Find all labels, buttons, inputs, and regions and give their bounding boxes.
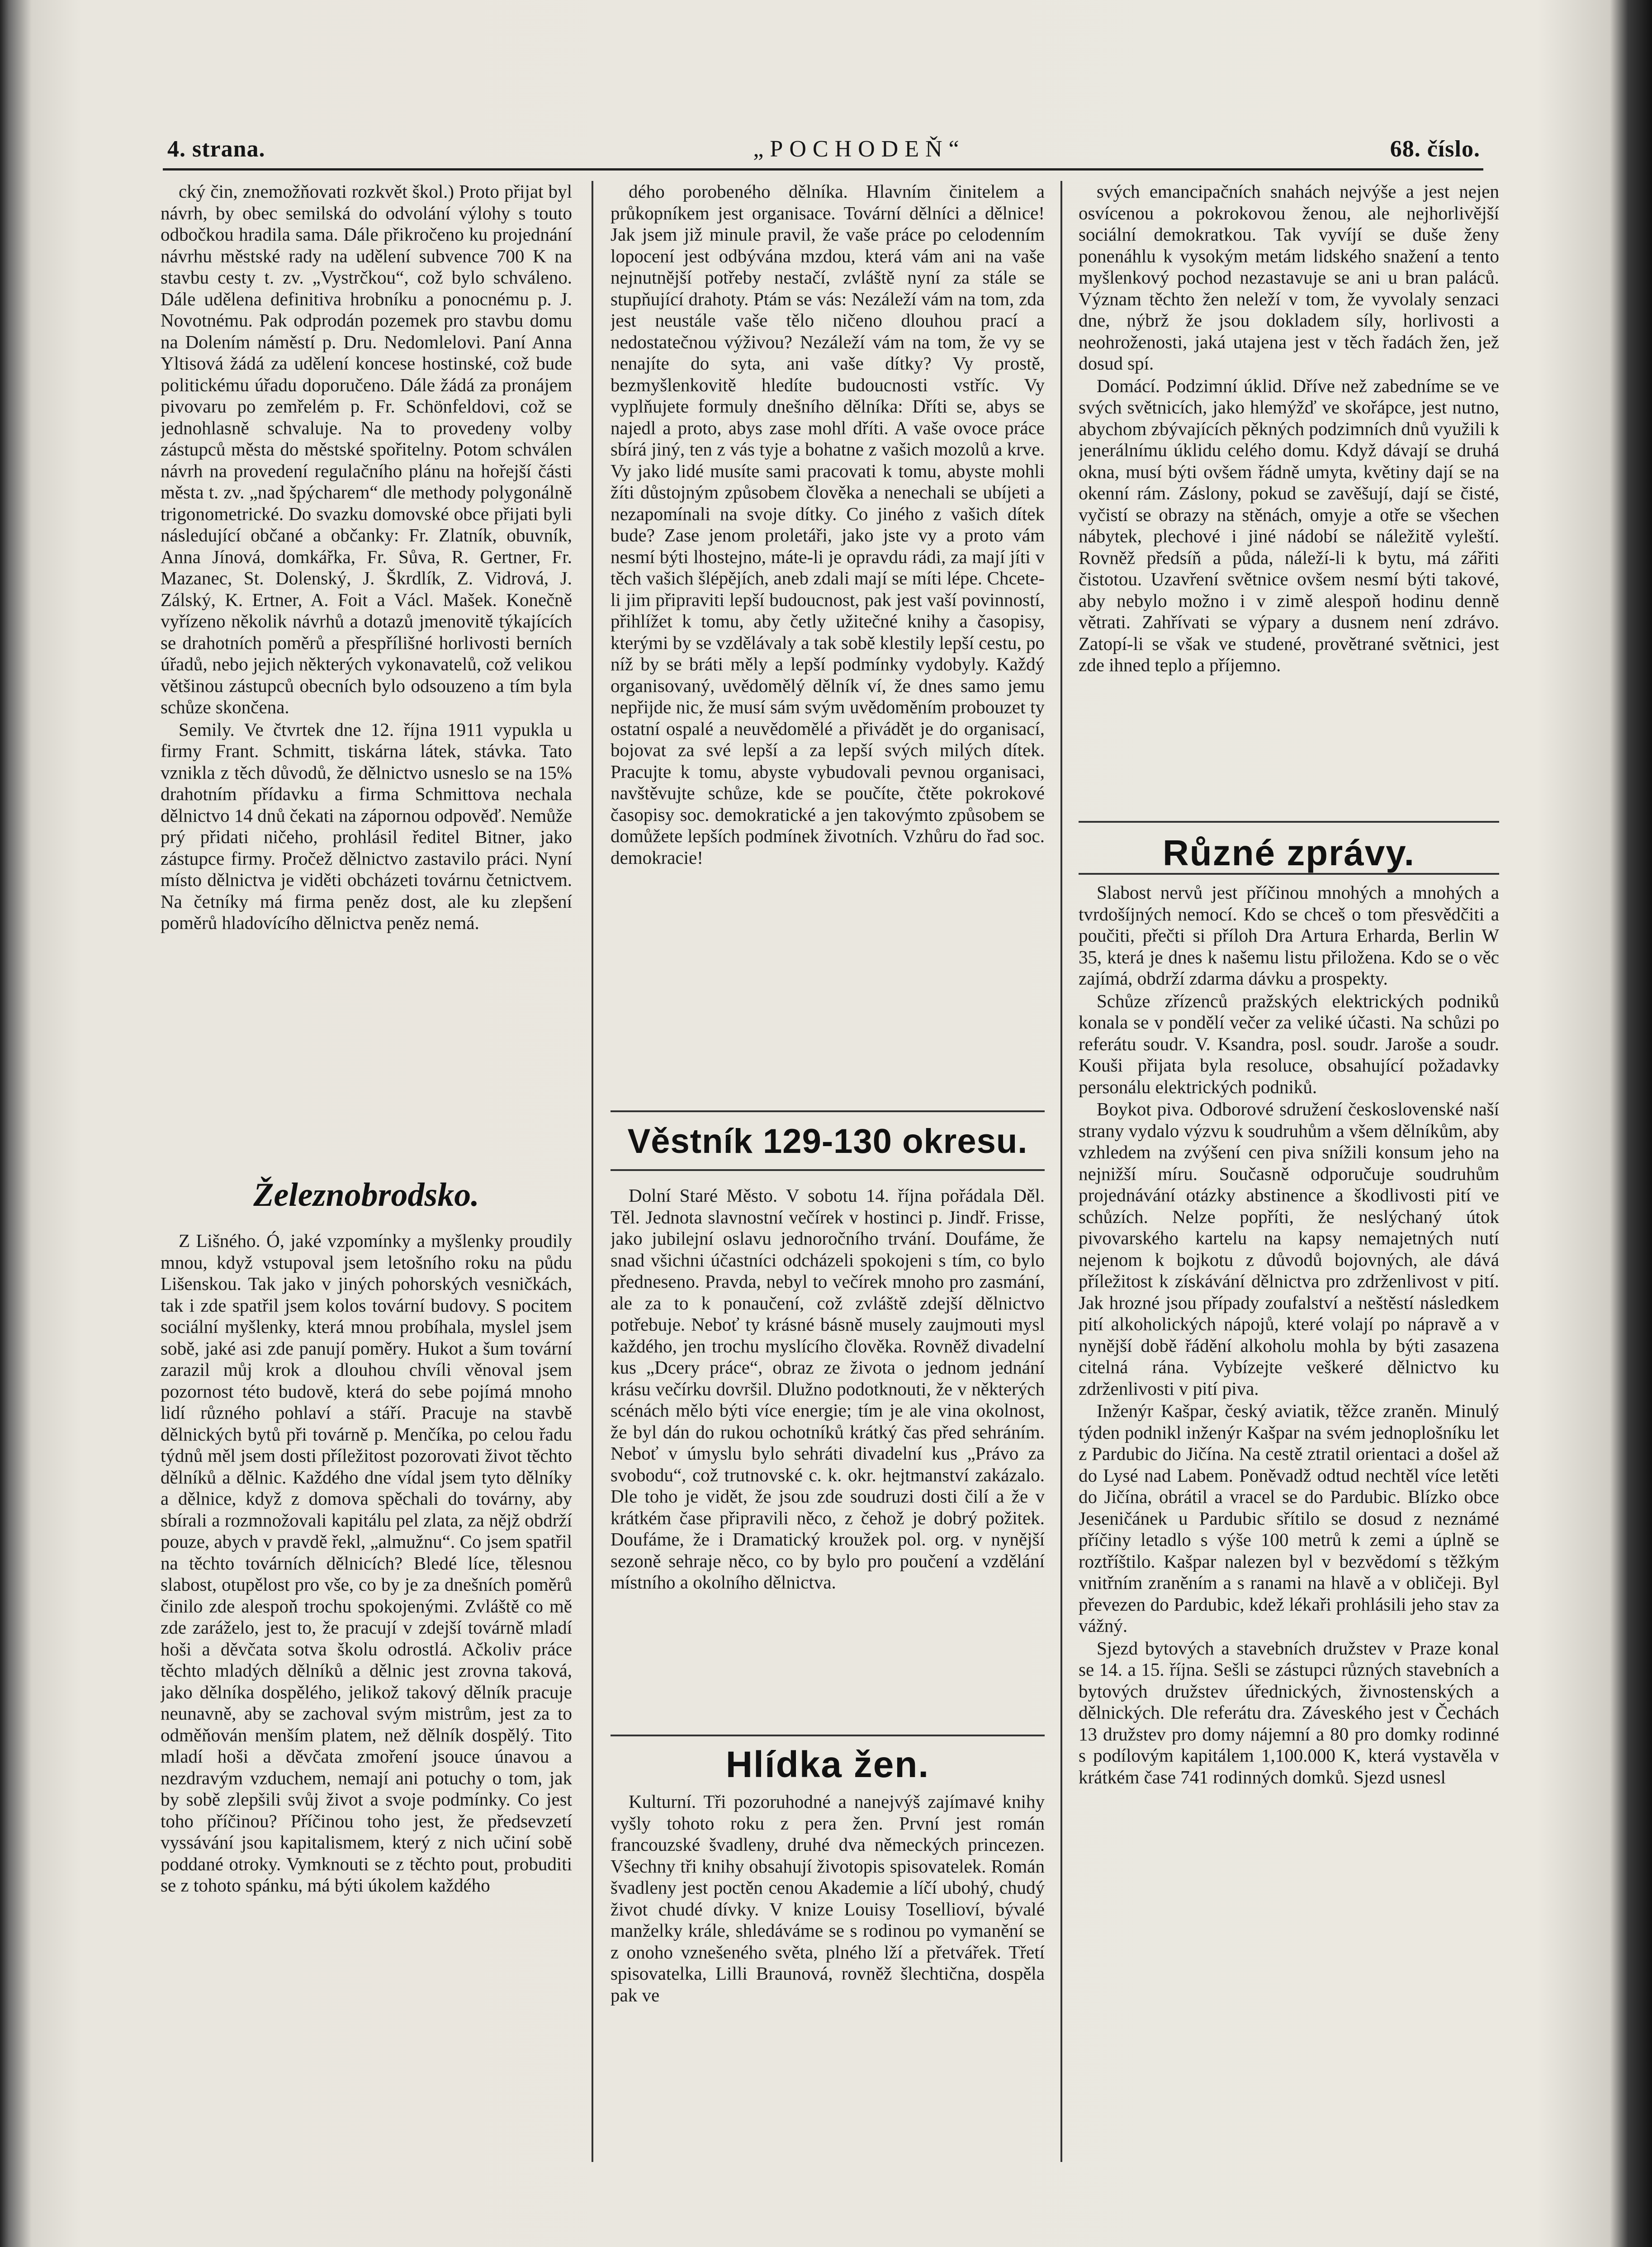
- article-lisny: [161, 1230, 572, 2162]
- article-domaci: Domácí. Podzimní úklid. Dříve než zabedníme se ve svých světnicích, jako hlemýžď ve skořápce, jest nutno, abychom zbývajících pěkných podzimních dnů využili k jenerálnímu úklidu celého domu. Když dávají se druhá okna, musí býti ovšem řádně umyta, květiny dají se na okenní rám. Záslony, pokud se zavěšují, dají se čisté, vyčistí se obrazy na stěnách, omyje a otře se všechen nábytek, plechové i jiné nádobí se náležitě vyleští. Rovněž předsíň a půda, náleží-li k bytu, má zářiti čistotou. Uzavření světnice ovšem nesmí býti takové, aby nebylo možno i v zimě alespoň hodinu denně větrati. Zahřívati se výpary a dusnem není zdrávo. Zatopí-li se však ve studené, provětrané světnici, jest zde ihned teplo a příjemno.: [1079, 375, 1499, 675]
- article-paragraph: Kulturní. Tři pozoruhodné a nanejvýš zajímavé knihy vyšly tohoto roku z pera žen. První jest román francouzské švadleny, druhé dva německých princezen. Všechny tři knihy obsahují životopis spisovatelek. Román švadleny jest poctěn cenou Akademie a líčí ubohý, chudý život chudé dívky. V knize Louisy Tosellioví, bývalé manželky krále, shledáváme se s rodinou po vymanění se z onoho vznešeného světa, plného lží a přetvářek. Třetí spisovatelka, Lilli Braunová, rovněž šlechtična, dospěla pak ve: [611, 1791, 1045, 2005]
- article-paragraph: cký čin, znemožňovati rozkvět škol.) Proto přijat byl návrh, by obec semilská do odvolání výlohy s touto odbočkou hradila sama. Dále přikročeno ku projednání návrhu městské rady na udělení subvence 700 K na stavbu cesty t. zv. „Vystrčkou“, což bylo schváleno. Dále udělena definitiva hrobníku a ponocnému p. J. Novotnému. Pak odprodán pozemek pro stavbu domu na Dolením náměstí p. Dru. Nedomlelovi. Paní Anna Yltisová žádá za udělení koncese hostinské, což bude politickému úřadu doporučeno. Dále žádá za pronájem pivovaru po zemřelém p. Fr. Schönfeldovi, což se jednohlasně schvaluje. Na to provedeny volby zástupců města do městské spořitelny. Potom schválen návrh na provedení regulačního plánu na hořejší části města t. zv. „nad špýcharem“ dle methody polygonálně trigonometrické. Do svazku domovské obce přijati byli následující občané a občanky: Fr. Zlatník, obuvník, Anna Jínová, domkářka, Fr. Sůva, R. Gertner, Fr. Mazanec, St. Dolenský, J. Škrdlík, Z. Vidrová, J. Zálský, K. Ertner, A. Foit a Václ. Mašek. Konečně vyřízeno několik návrhů a dotazů jmenovitě týkajících se drahotních poměrů a přespřílišné horlivosti berních úřadů, nebo jejich některých vykonavatelů, což velikou většinou zástupců obecních bylo odsouzeno a tím byla schůze skončena.: [161, 181, 572, 717]
- section-heading-ruzne-zpravy: Různé zprávy.: [1163, 833, 1415, 873]
- news-item-boykot: Boykot piva. Odborové sdružení československé naší strany vydalo výzvu k soudruhům a všem dělníkům, aby vzhledem na zvýšení cen piva snížili konsum jeho na nejnižší míru. Současně odporučuje soudruhům projednávání otázky abstinence a škodlivosti pití ve schůzích. Nelze popříti, že neslýchaný útok pivovarského kartelu na kapsy nemajetných nutí nejenom k bojkotu z důvodů bojovných, ale dává příležitost k získávání dělnictva pro zdrženlivost v pití. Jak hrozné jsou případy zoufalství a neštěstí následkem pití alkoholických nápojů, které volají po nápravě a v nynější době řádění alkoholu mohla by býti zasazena citelná rána. Vybízejte veškeré dělnictvo ku zdrženlivosti v pití piva.: [1079, 1099, 1499, 1399]
- page-number: 4. strana.: [167, 136, 265, 162]
- article-column-3: [1079, 181, 1499, 855]
- article-paragraph: dého porobeného dělníka. Hlavním činitelem a průkopníkem jest organisace. Tovární dělníci a dělnice! Jak jsem již minule pravil, že vaše práce po celodenním lopocení jest odbývána mzdou, která vám ani na vaše nejnutnější potřeby nestačí, zvláště nyní za stále se stupňující drahoty. Ptám se vás: Nezáleží vám na tom, zda jest neustále vaše tělo ničeno dlouhou prací a nedostatečnou výživou? Nezáleží vám na tom, že vy se nenajíte do syta, ani vaše dítky? Vy prostě, bezmyšlenkovitě hledíte budoucnosti vstříc. Vy vyplňujete formuly dnešního dělníka: Dříti se, abys se najedl a proto, abys zase mohl dříti. A vaše ovoce práce sbírá jiný, ten z vás tyje a bohatne z vašich mozolů a krve. Vy jako lidé musíte sami pracovati k tomu, abyste mohli žíti důstojným způsobem člověka a nenechali se ubíjeti a nezapomínali na svoje dítky. Co jiného z vašich dítek bude? Zase jenom proletáři, jako jste vy a proto vám nesmí býti lhostejno, máte-li je opravdu rádi, za mají jíti v těch vašich šlépějích, aneb zdali mají se míti lépe. Chcete-li jim připraviti lepší budoucnost, pak jest vaší povinností, přihlížet k tomu, aby četly užitečné knihy a časopisy, kterými by se vzdělávaly a tak sobě klestily lepší cestu, po níž by se bráti měly a lepší podmínky vydobyly. Každý organisovaný, uvědomělý dělník ví, že dnes samo jemu nepřijde nic, že musí sám svým uvědoměním probouzet ty ostatní ospalé a neuvědomělé a přivádět je do organisací, bojovat za své lepší a za lepší svých milých dítek. Pracujte k tomu, abyste vybudovali pevnou organisaci, navštěvujte schůze, kde se poučíte, čtěte pokrokové časopisy soc. demokratické a jen takovýmto způsobem se domůžete lepších podmínek životních. Vzhůru do řad soc. demokracie!: [611, 181, 1045, 868]
- section-rule: [611, 1110, 1045, 1112]
- section-heading-zeleznobrodsko: Železnobrodsko.: [253, 1176, 479, 1214]
- article-kulturni: [611, 1791, 1045, 2162]
- news-item-slabost-nervu: Slabost nervů jest příčinou mnohých a mnohých a tvrdošíjných nemocí. Kdo se chceš o tom přesvědčiti a poučiti, přečti si příloh Dra Artura Erharda, Berlin W 35, která je dnes k našemu listu přiložena. Kdo se o věc zajímá, obdrží zdarma dávku a prospekty.: [1079, 882, 1499, 989]
- article-column-1: [161, 181, 572, 1217]
- section-rule: [1079, 821, 1499, 823]
- article-column-3-news: [1079, 882, 1499, 2162]
- article-column-2: [611, 181, 1045, 1140]
- article-paragraph: Z Lišného. Ó, jaké vzpomínky a myšlenky proudily mnou, když vstupoval jsem letošního roku na půdu Lišenskou. Tak jako v jiných pohorských vesničkách, tak i zde spatřil jsem kolos tovární budovy. S pocitem sociální myšlenky, která mnou probíhala, myslel jsem sobě, jaké asi zde panují poměry. Hukot a šum tovární zarazil můj krok a dlouhou chvíli věnoval jsem pozornost této budově, která do sebe pojímá mnoho lidí různého pohlaví a stáří. Pracuje na stavbě dělnických bytů při továrně p. Menčíka, po celou řadu týdnů měl jsem dosti příležitost pozorovati život těchto dělníků a dělnic. Každého dne vídal jsem tyto dělníky a dělnice, když z domova spěchali do továrny, aby sbírali a rozmnožovali kapitálu pel zlata, za nějž obdrží pouze, abych v pravdě řekl, „almužnu“. Co jsem spatřil na těchto továrních dělnicích? Bledé líce, tělesnou slabost, otupělost pro vše, co by je za dnešních poměrů činilo zde alespoň trochu spokojenými. Zvláště co mě zde zaráželo, jest to, že pracují v zdejší továrně mladí hoši a děvčata sotva školu odrostlá. Ačkoliv práce těchto mladých dělníků a dělnic jest zrovna taková, jako dělníka dospělého, jelikož takový dělník pracuje neunavně, aby se zachoval svým mistrům, jest za to odměňován menším platem, než dělník dospělý. Tito mladí hoši a děvčata zmoření jsouce únavou a nezdravým vzduchem, nemají ani potuchy o tom, jak by sobě zlepšili svůj život a svoje podmínky. Co jest toho příčinou? Příčinou toho jest, že předsevzetí vyssávání jsou kapitalismem, který z nich učiní sobě poddané otroky. Vymknouti se z těchto pout, probuditi se z tohoto spánku, má býti úkolem každého: [161, 1230, 572, 1896]
- issue-number: 68. číslo.: [1390, 136, 1480, 162]
- newspaper-title: „POCHODEŇ“: [753, 136, 966, 162]
- article-semily: Semily. Ve čtvrtek dne 12. října 1911 vypukla u firmy Frant. Schmitt, tiskárna látek, stávka. Tato vznikla z těch důvodů, že dělnictvo usneslo se na 15% drahotním přídavku a firma Schmittova nechala dělnictvo 14 dnů čekati na zápornou odpověď. Nemůže prý přidati ničeho, prohlásil ředitel Bitner, jako zástupce firmy. Pročež dělnictvo zastavilo práci. Nyní místo dělnictva je viděti obcházeti továrnu četnictvem. Na četníky má firma peněz dost, ale ku zlepšení poměrů hladovícího dělnictva peněz nemá.: [161, 719, 572, 933]
- column-divider: [592, 181, 593, 2162]
- section-rule: [611, 1735, 1045, 1736]
- section-rule: [1079, 873, 1499, 875]
- section-heading-vestnik: Věstník 129-130 okresu.: [627, 1122, 1028, 1161]
- section-rule: [611, 1169, 1045, 1171]
- news-item-schuze: Schůze zřízenců pražských elektrických podniků konala se v pondělí večer za veliké účasti. Na schůzi po referátu soudr. V. Ksandra, posl. soudr. Jaroše a soudr. Kouši přijata byla resoluce, obsahující požadavky personálu elektrických podniků.: [1079, 990, 1499, 1097]
- news-item-kaspar: Inženýr Kašpar, český aviatik, těžce zraněn. Minulý týden podnikl inženýr Kašpar na svém jednoplošníku let z Pardubic do Jičína. Na cestě ztratil orientaci a došel až do Lysé nad Labem. Poněvadž odtud nechtěl více letěti do Jičína, obrátil a vracel se do Pardubic. Blízko obce Jeseničánek u Pardubic sřítilo se dosud z neznámé příčiny letadlo s výše 100 metrů k zemi a úplně se roztříštilo. Kašpar nalezen byl v bezvědomí s těžkým vnitřním zraněním a s ranami na hlavě a v obličeji. Byl převezen do Pardubic, kdež lékaři prohlásili jeho stav za vážný.: [1079, 1400, 1499, 1636]
- article-paragraph: svých emancipačních snahách nejvýše a jest nejen osvícenou a pokrokovou ženou, ale nejhorlivější sociální demokratkou. Tak vyvíjí se duše ženy ponenáhlu k vysokým metám lidského snažení a tento myšlenkový pochod nezastavuje se ani u bran paláců. Význam těchto žen neleží v tom, že vyvolaly senzaci dne, nýbrž že jsou dokladem síly, horlivosti a neohroženosti, jaká utajena jest v těch řadách žen, jež dosud spí.: [1079, 181, 1499, 374]
- column-divider: [1060, 181, 1062, 2162]
- article-dolni-stare-mesto: [611, 1185, 1045, 1728]
- article-paragraph: Dolní Staré Město. V sobotu 14. října pořádala Děl. Těl. Jednota slavnostní večírek v hostinci p. Jindř. Frisse, jako jubilejní oslavu jednoročního trvání. Doufáme, že snad všichni účastníci odcházeli spokojeni s tím, co bylo předneseno. Pravda, nebyl to večírek mnoho pro zasmání, ale za to k ponaučení, což zvláště zdejší dělnictvo potřebuje. Neboť ty krásné básně musely zaujmouti mysl každého, jen trochu myslícího člověka. Rovněž divadelní kus „Dcery práce“, obraz ze života o jednom jednání krásu večírku dovršil. Dlužno podotknouti, že v některých scénách mělo býti více energie; tím je ale vina okolnost, že byl dán do rukou ochotníků krátký čas před sehráním. Neboť v úmyslu bylo sehráti divadelní kus „Právo za svobodu“, což trutnovské c. k. okr. hejtmanství zakázalo. Dle toho je vidět, že jsou zde soudruzi dosti čilí a že v krátkém čase připravili něco, z čehož je dobrý požitek. Doufáme, že i Dramatický kroužek pol. org. v nynější sezoně sehraje něco, co by bylo pro poučení a vzdělání místního a okolního dělnictva.: [611, 1185, 1045, 1593]
- header-rule: [163, 168, 1483, 171]
- news-item-sjezd: Sjezd bytových a stavebních družstev v Praze konal se 14. a 15. října. Sešli se zástupci různých stavebních a bytových družstev úřednických, živnostenských a dělnických. Dle referátu dra. Záveského jest v Čechách 13 družstev pro domy nájemní a 80 pro domky rodinné s podílovým kapitálem 1,100.000 K, která vystavěla v krátkém čase 741 rodinných domků. Sjezd usnesl: [1079, 1637, 1499, 1787]
- section-heading-hlidka-zen: Hlídka žen.: [725, 1744, 930, 1785]
